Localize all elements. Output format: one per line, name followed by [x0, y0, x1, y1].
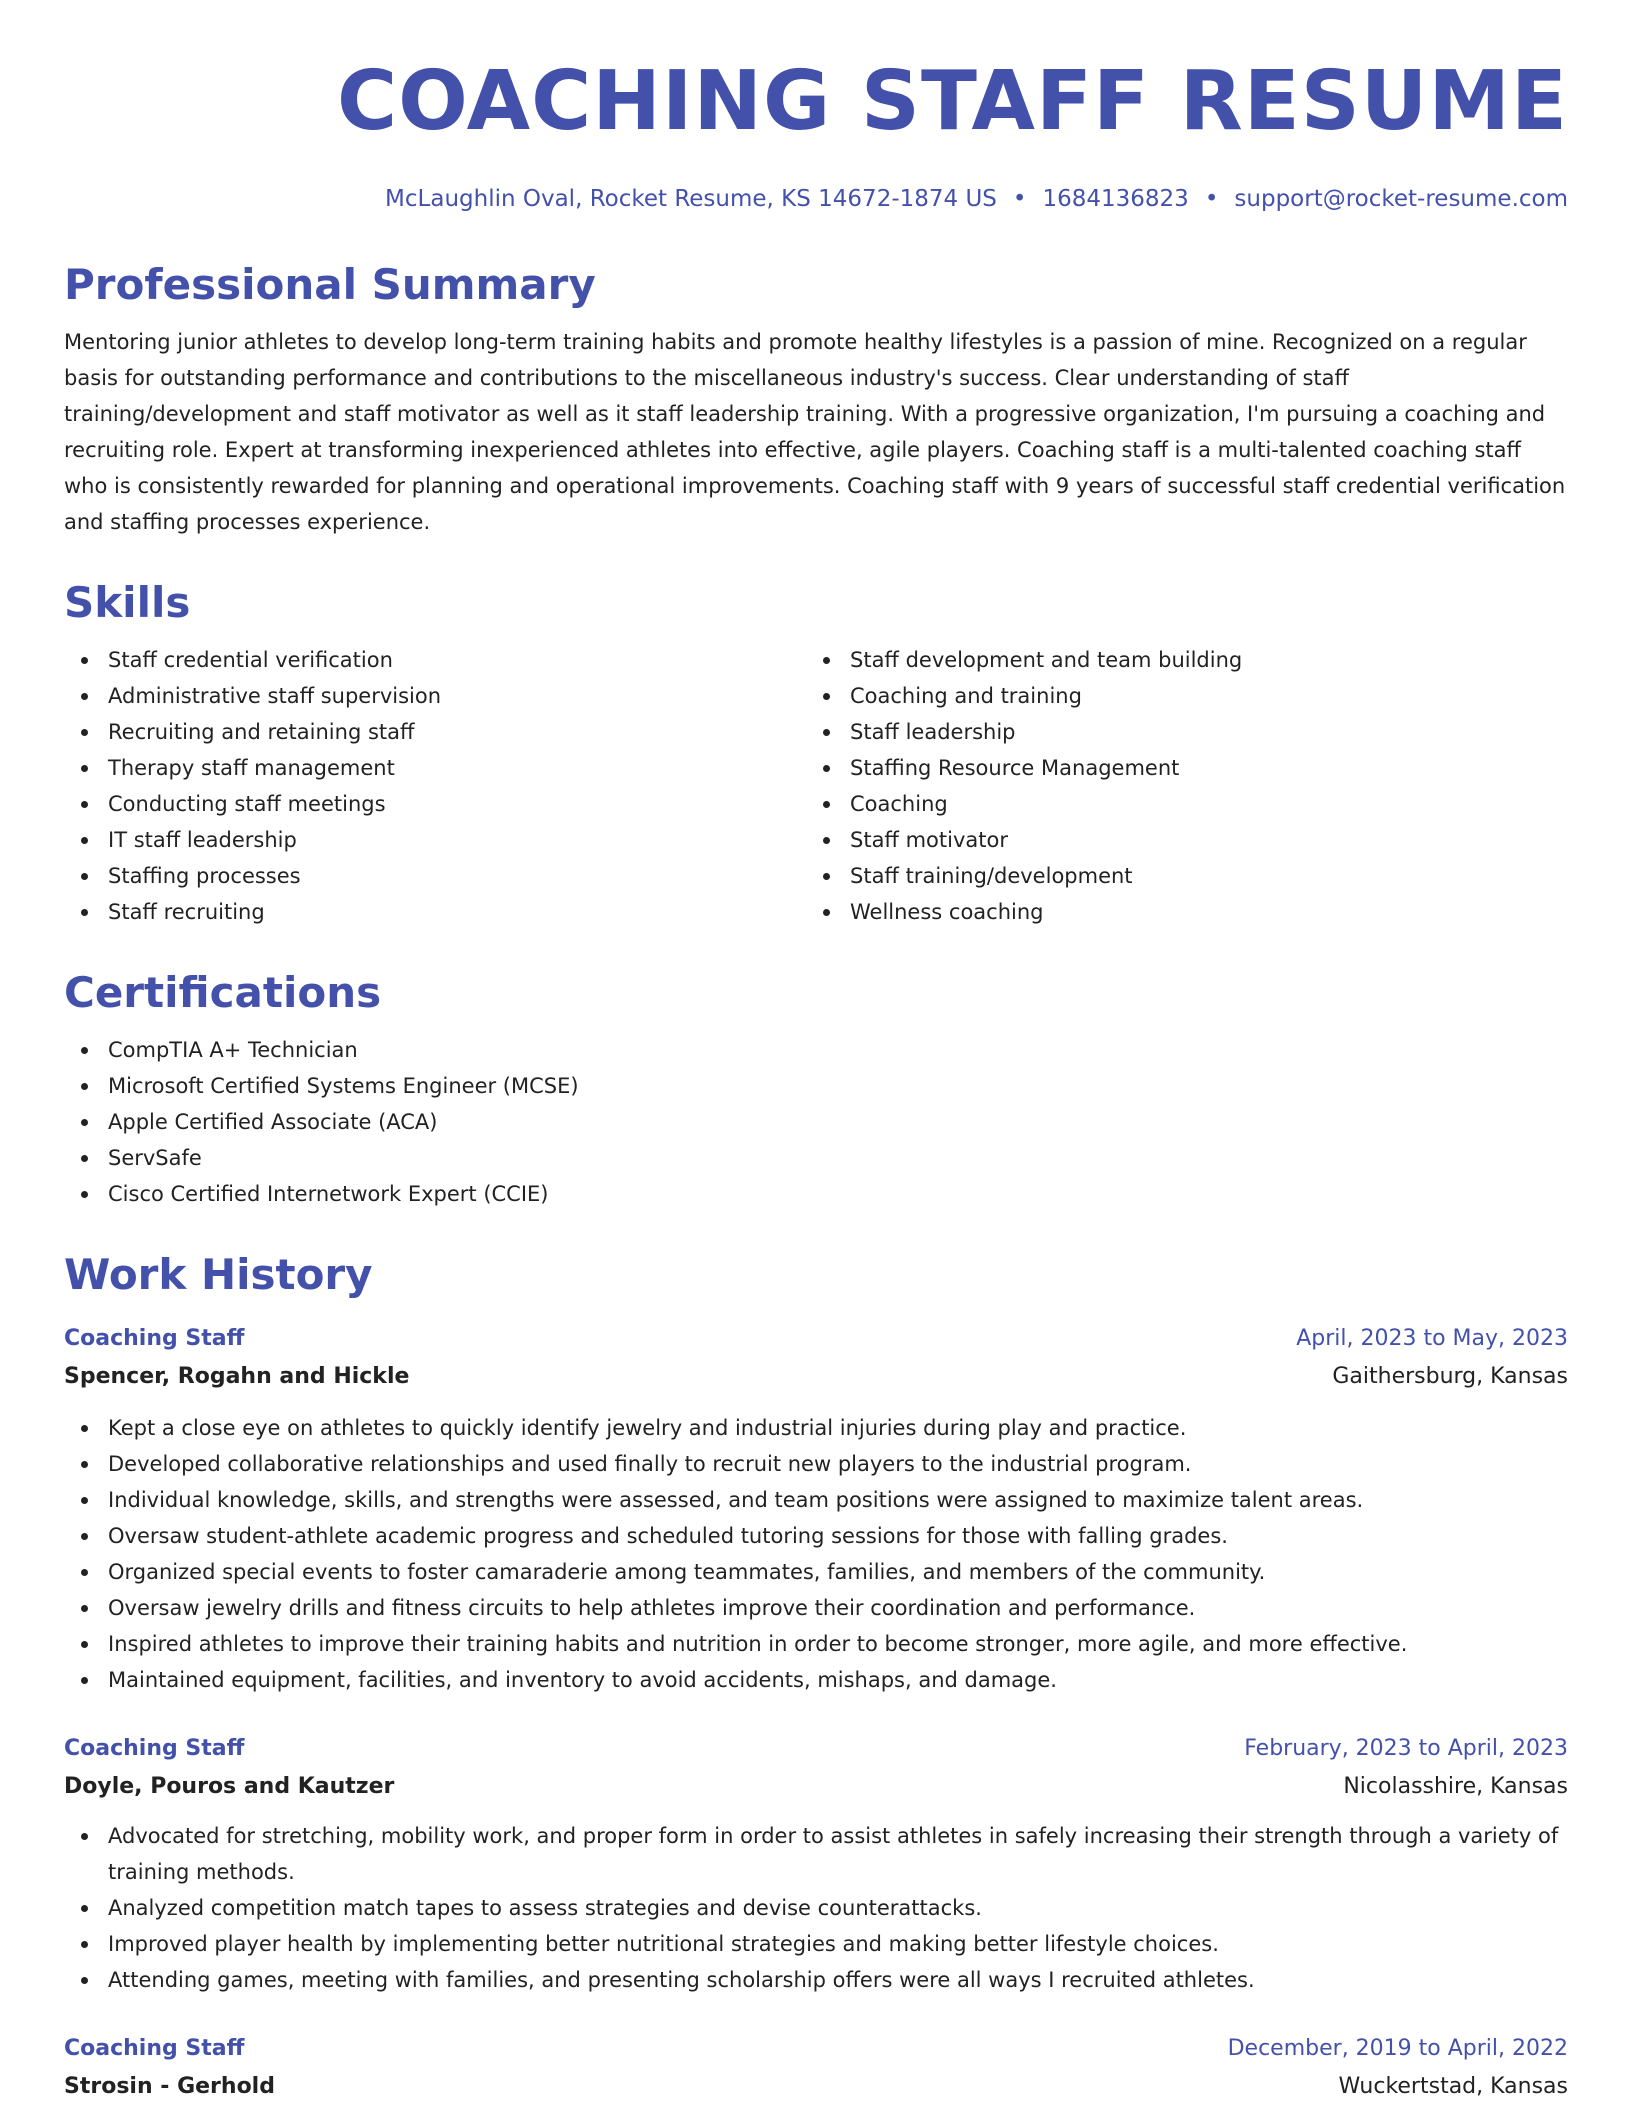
job-bullet: Attending games, meeting with families, and presenting scholarship offers were all ways I recruited athletes. [64, 1962, 1568, 1998]
job-entry [64, 2030, 1568, 2106]
certifications-list [64, 1032, 1568, 1212]
certification-item: Cisco Certified Internetwork Expert (CCIE) [64, 1176, 1568, 1212]
job-company-row [64, 1358, 1568, 1396]
certification-item: CompTIA A+ Technician [64, 1032, 1568, 1068]
certifications-heading: Certifications [64, 968, 382, 1017]
skill-item: Conducting staff meetings [64, 786, 806, 822]
job-dates: February, 2023 to April, 2023 [1244, 1736, 1568, 1761]
contact-email[interactable]: support@rocket-resume.com [1234, 186, 1568, 212]
skill-item: Administrative staff supervision [64, 678, 806, 714]
job-entry [64, 1320, 1568, 1698]
skill-item: Staff credential verification [64, 642, 806, 678]
summary-heading: Professional Summary [64, 260, 596, 309]
skill-item: Staff recruiting [64, 894, 806, 930]
job-bullet: Analyzed competition match tapes to assess strategies and devise counterattacks. [64, 1890, 1568, 1926]
skill-item: Staff development and team building [806, 642, 1548, 678]
contact-line [64, 184, 1568, 214]
certification-item: ServSafe [64, 1140, 1568, 1176]
skills-heading: Skills [64, 578, 191, 627]
job-location: Gaithersburg, Kansas [1332, 1364, 1568, 1389]
job-bullet: Oversaw jewelry drills and fitness circuits to help athletes improve their coordination and performance. [64, 1590, 1568, 1626]
job-bullets [64, 1410, 1568, 1698]
contact-separator: • [1204, 186, 1219, 212]
job-entry [64, 1730, 1568, 1998]
job-title: Coaching Staff [64, 1736, 245, 1761]
contact-phone: 1684136823 [1042, 186, 1189, 212]
work-history-heading: Work History [64, 1250, 373, 1299]
job-company: Doyle, Pouros and Kautzer [64, 1774, 395, 1799]
summary-text: Mentoring junior athletes to develop long-term training habits and promote healthy lifestyles is a passion of mine. Recognized on a regular basis for outstanding performance and contributions to the miscellaneous industry's success. Clear understanding of staff training/development and staff motivator as well as it staff leadership training. With a progressive organization, I'm pursuing a coaching and recruiting role. Expert at transforming inexperienced athletes into effective, agile players. Coaching staff is a multi-talented coaching staff who is consistently rewarded for planning and operational improvements. Coaching staff with 9 years of successful staff credential verification and staffing processes experience. [64, 330, 1566, 534]
summary-section [64, 260, 1568, 540]
contact-address: McLaughlin Oval, Rocket Resume, KS 14672-1874 US [385, 186, 997, 212]
job-dates: December, 2019 to April, 2022 [1227, 2036, 1568, 2061]
job-header-row [64, 1730, 1568, 1768]
job-bullet: Improved player health by implementing better nutritional strategies and making better lifestyle choices. [64, 1926, 1568, 1962]
resume-title: COACHING STAFF RESUME [336, 54, 1568, 149]
job-bullet: Inspired athletes to improve their training habits and nutrition in order to become stronger, more agile, and more effective. [64, 1626, 1568, 1662]
contact-separator: • [1012, 186, 1027, 212]
job-location: Wuckertstad, Kansas [1338, 2074, 1568, 2099]
job-bullet: Individual knowledge, skills, and strengths were assessed, and team positions were assigned to maximize talent areas. [64, 1482, 1568, 1518]
job-bullet: Maintained equipment, facilities, and inventory to avoid accidents, mishaps, and damage. [64, 1662, 1568, 1698]
work-history-section [64, 1250, 1568, 2106]
skills-section [64, 578, 1568, 930]
skill-item: Staffing processes [64, 858, 806, 894]
job-company: Strosin - Gerhold [64, 2074, 275, 2099]
skill-item: Coaching [806, 786, 1548, 822]
job-bullet: Organized special events to foster camaraderie among teammates, families, and members of the community. [64, 1554, 1568, 1590]
job-dates: April, 2023 to May, 2023 [1296, 1326, 1568, 1351]
job-company-row [64, 2068, 1568, 2106]
job-bullet: Kept a close eye on athletes to quickly identify jewelry and industrial injuries during play and practice. [64, 1410, 1568, 1446]
job-bullet: Oversaw student-athlete academic progress and scheduled tutoring sessions for those with falling grades. [64, 1518, 1568, 1554]
resume-header [64, 52, 1568, 214]
skill-item: Recruiting and retaining staff [64, 714, 806, 750]
skill-item: IT staff leadership [64, 822, 806, 858]
job-bullets [64, 1818, 1568, 1998]
skills-list-left [64, 642, 806, 930]
skill-item: Staff leadership [806, 714, 1548, 750]
job-company: Spencer, Rogahn and Hickle [64, 1364, 410, 1389]
certifications-section [64, 968, 1568, 1212]
skills-columns [64, 642, 1568, 930]
skill-item: Coaching and training [806, 678, 1548, 714]
job-location: Nicolasshire, Kansas [1343, 1774, 1568, 1799]
certification-item: Apple Certified Associate (ACA) [64, 1104, 1568, 1140]
job-header-row [64, 2030, 1568, 2068]
job-header-row [64, 1320, 1568, 1358]
job-title: Coaching Staff [64, 2036, 245, 2061]
skill-item: Staffing Resource Management [806, 750, 1548, 786]
skill-item: Therapy staff management [64, 750, 806, 786]
skill-item: Staff motivator [806, 822, 1548, 858]
job-bullet: Advocated for stretching, mobility work, and proper form in order to assist athletes in safely increasing their strength through a variety of training methods. [64, 1818, 1568, 1890]
skill-item: Wellness coaching [806, 894, 1548, 930]
certification-item: Microsoft Certified Systems Engineer (MCSE) [64, 1068, 1568, 1104]
job-company-row [64, 1768, 1568, 1806]
job-title: Coaching Staff [64, 1326, 245, 1351]
skill-item: Staff training/development [806, 858, 1548, 894]
skills-list-right [806, 642, 1548, 930]
job-bullet: Developed collaborative relationships and used finally to recruit new players to the industrial program. [64, 1446, 1568, 1482]
